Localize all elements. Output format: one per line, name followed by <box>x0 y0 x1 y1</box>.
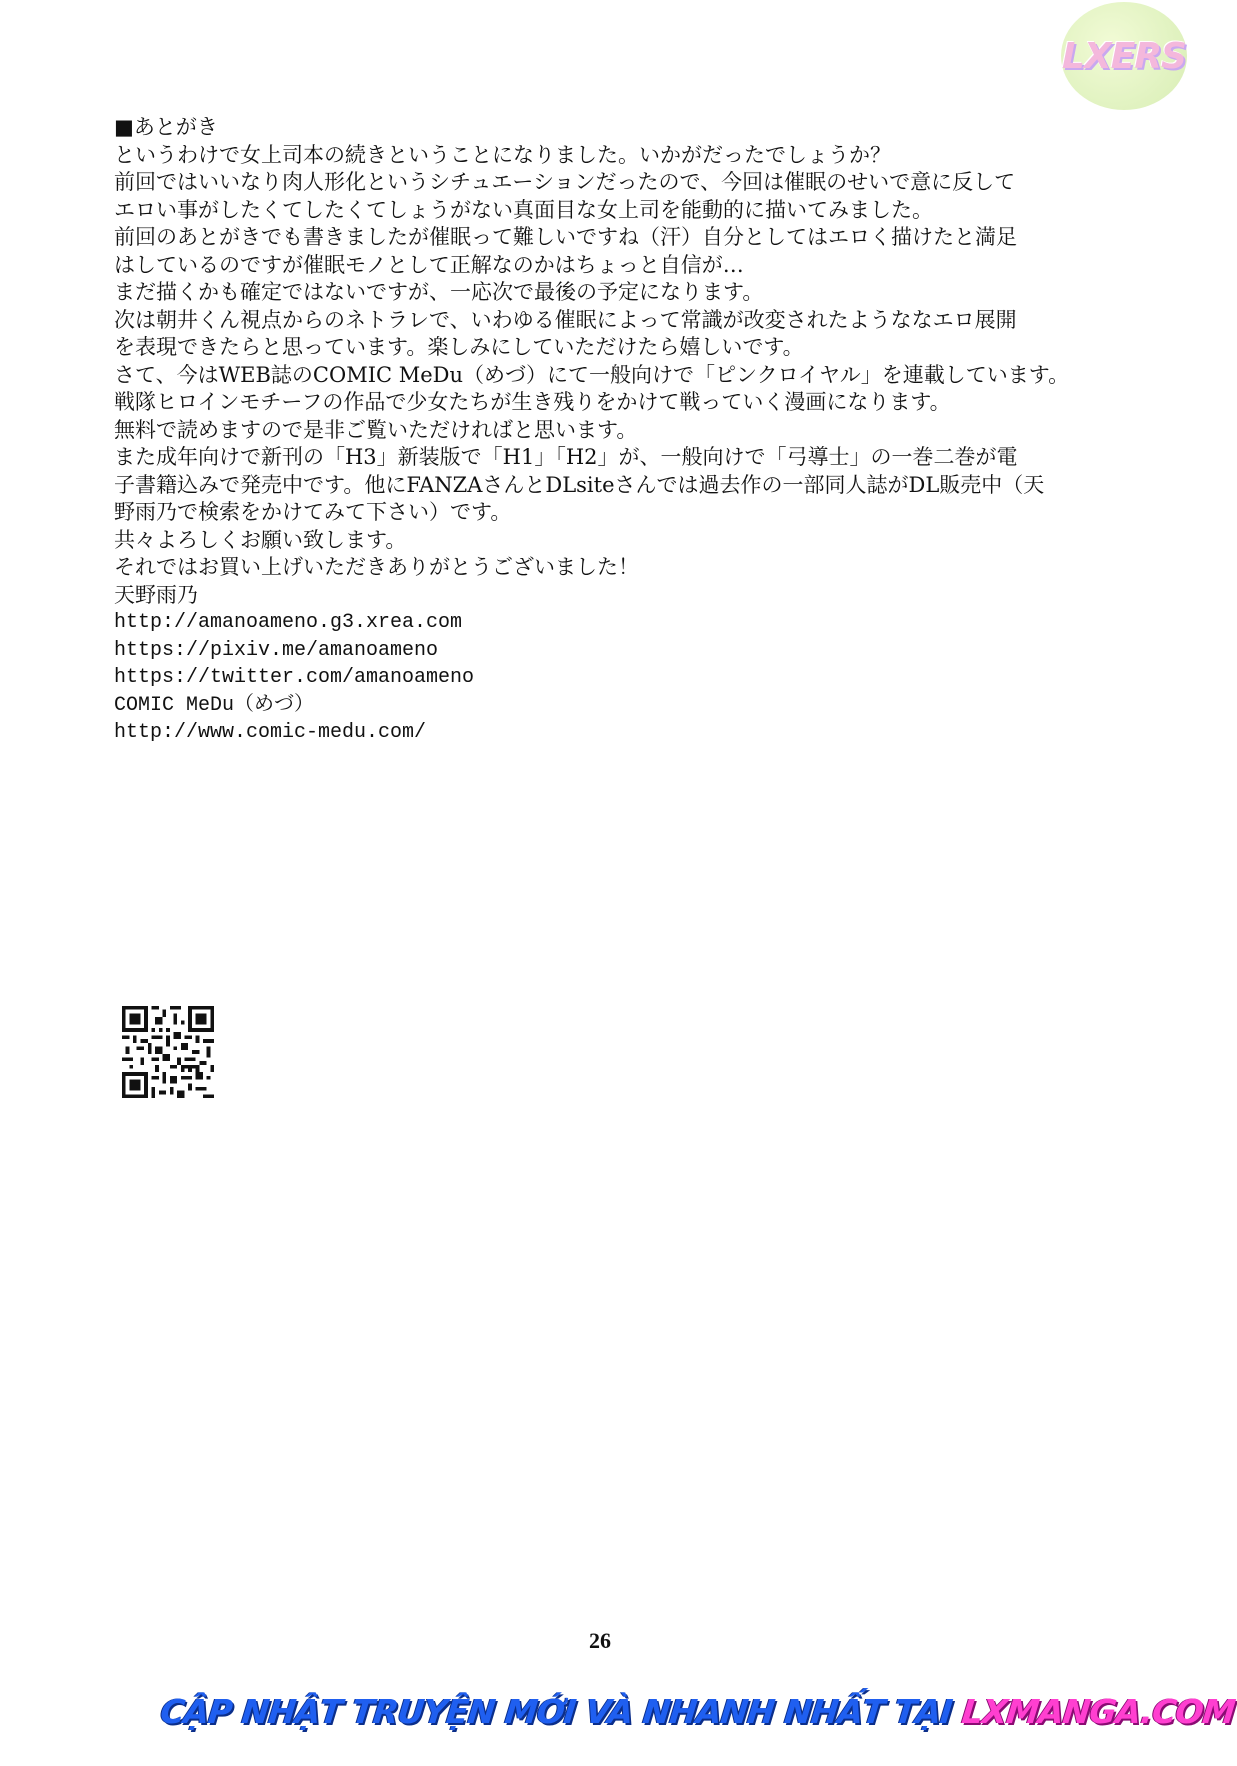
paragraph-thanks <box>114 554 1114 582</box>
text-line: 戦隊ヒロインモチーフの作品で少女たちが生き残りをかけて戦っていく漫画になります。 <box>114 390 951 414</box>
author-name: 天野雨乃 <box>114 582 198 607</box>
paragraph-next-plan <box>114 279 1114 362</box>
paragraph-releases <box>114 444 1114 554</box>
text-line: 無料で読めますので是非ご覧いただければと思います。 <box>114 417 638 442</box>
magazine-url[interactable]: http://www.comic-medu.com/ <box>114 721 427 744</box>
text-line: 野雨乃で検索をかけてみて下さい）です。 <box>114 500 512 524</box>
author-link-twitter[interactable]: https://twitter.com/amanoameno <box>114 666 475 689</box>
text-line: はしているのですが催眠モノとして正解なのかはちょっと自信が… <box>114 252 744 277</box>
magazine-info <box>114 692 1114 747</box>
author-info <box>114 582 1114 692</box>
banner-site-link[interactable]: LXMANGA.COM <box>960 1692 1237 1731</box>
text-line: また成年向けで新刊の「H3」新装版で「H1」「H2」が、一般向けで「弓導士」の一巻二巻が電 <box>114 445 1018 469</box>
paragraph-intro <box>114 142 1114 225</box>
text-line: エロい事がしたくてしたくてしょうがない真面目な女上司を能動的に描いてみました。 <box>114 197 933 222</box>
site-banner <box>157 1692 1237 1742</box>
afterword-heading: ■あとがき <box>114 115 218 139</box>
text-line: 子書籍込みで発売中です。他にFANZAさんとDLsiteさんでは過去作の一部同人誌がDL販売中（天 <box>114 472 1045 497</box>
paragraph-hypnosis <box>114 224 1114 279</box>
text-line: 共々よろしくお願い致します。 <box>114 527 407 552</box>
text-line: 前回ではいいなり肉人形化というシチュエーションだったので、今回は催眠のせいで意に反して <box>114 170 1016 194</box>
text-line: それではお買い上げいただきありがとうございました！ <box>114 555 639 579</box>
text-line: さて、今はWEB誌のCOMIC MeDu（めづ）にて一般向けで「ピンクロイヤル」を連載しています。 <box>114 362 1070 387</box>
author-link-website[interactable]: http://amanoameno.g3.xrea.com <box>114 611 463 634</box>
page-number: 26 <box>589 1628 611 1653</box>
text-line: まだ描くかも確定ではないですが、一応次で最後の予定になります。 <box>114 280 764 304</box>
text-line: というわけで女上司本の続きということになりました。いかがだったでしょうか？ <box>114 142 891 167</box>
magazine-name: COMIC MeDu（めづ） <box>114 693 315 717</box>
text-line: 次は朝井くん視点からのネトラレで、いわゆる催眠によって常識が改変されたようななエロ展開 <box>114 307 1017 332</box>
paragraph-serialization <box>114 362 1114 445</box>
afterword-content <box>114 114 1114 747</box>
author-link-pixiv[interactable]: https://pixiv.me/amanoameno <box>114 638 439 662</box>
text-line: を表現できたらと思っています。楽しみにしていただけたら嬉しいです。 <box>114 335 804 359</box>
banner-main-text: CẬP NHẬT TRUYỆN MỚI VÀ NHANH NHẤT TẠI <box>158 1692 965 1731</box>
qr-code-icon <box>122 1006 214 1098</box>
text-line: 前回のあとがきでも書きましたが催眠って難しいですね（汗）自分としてはエロく描けたと満足 <box>114 225 1017 249</box>
watermark-logo-text: LXERS <box>1062 36 1186 77</box>
watermark-logo <box>1061 2 1187 110</box>
